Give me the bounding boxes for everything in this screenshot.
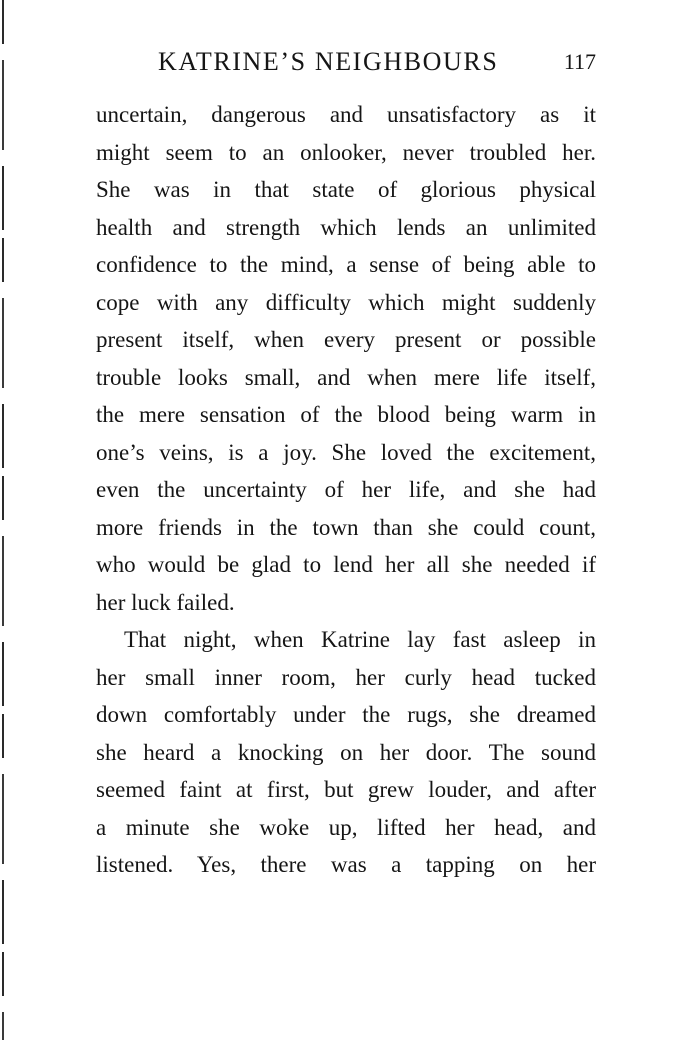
paragraph-2 — [96, 621, 596, 884]
running-head: KATRINE’S NEIGHBOURS — [158, 47, 499, 76]
text-line: cope with any difficulty which might suddenly — [96, 289, 596, 315]
text-line: who would be glad to lend her all she needed if — [96, 552, 596, 577]
text-line: down comfortably under the rugs, she dreamed — [96, 702, 596, 727]
text-line: uncertain, dangerous and unsatisfactory as it — [96, 102, 596, 127]
text-line: might seem to an onlooker, never troubled her. — [96, 139, 596, 165]
text-line: trouble looks small, and when mere life itself, — [96, 364, 596, 390]
text-line: more friends in the town than she could count, — [96, 514, 596, 540]
paragraph-1 — [96, 96, 596, 621]
body-text — [96, 96, 596, 884]
text-line: the mere sensation of the blood being warm in — [96, 402, 596, 427]
text-line: a minute she woke up, lifted her head, and — [96, 814, 596, 840]
text-line: confidence to the mind, a sense of being able to — [96, 252, 596, 277]
text-line: her luck failed. — [96, 589, 235, 615]
text-line: even the uncertainty of her life, and she had — [96, 477, 596, 502]
page-header — [96, 46, 596, 78]
text-line: That night, when Katrine lay fast asleep in — [124, 627, 596, 652]
text-line: present itself, when every present or possible — [96, 327, 596, 352]
text-line: She was in that state of glorious physical — [96, 177, 596, 202]
text-line: her small inner room, her curly head tucked — [96, 664, 596, 690]
text-line: seemed faint at first, but grew louder, and after — [96, 777, 596, 802]
text-line: health and strength which lends an unlimited — [96, 214, 596, 240]
text-line: listened. Yes, there was a tapping on her — [96, 852, 596, 877]
scan-edge — [2, 0, 4, 1040]
page-number: 117 — [563, 49, 596, 74]
text-line: she heard a knocking on her door. The sound — [96, 739, 596, 765]
text-line: one’s veins, is a joy. She loved the excitement, — [96, 439, 596, 465]
